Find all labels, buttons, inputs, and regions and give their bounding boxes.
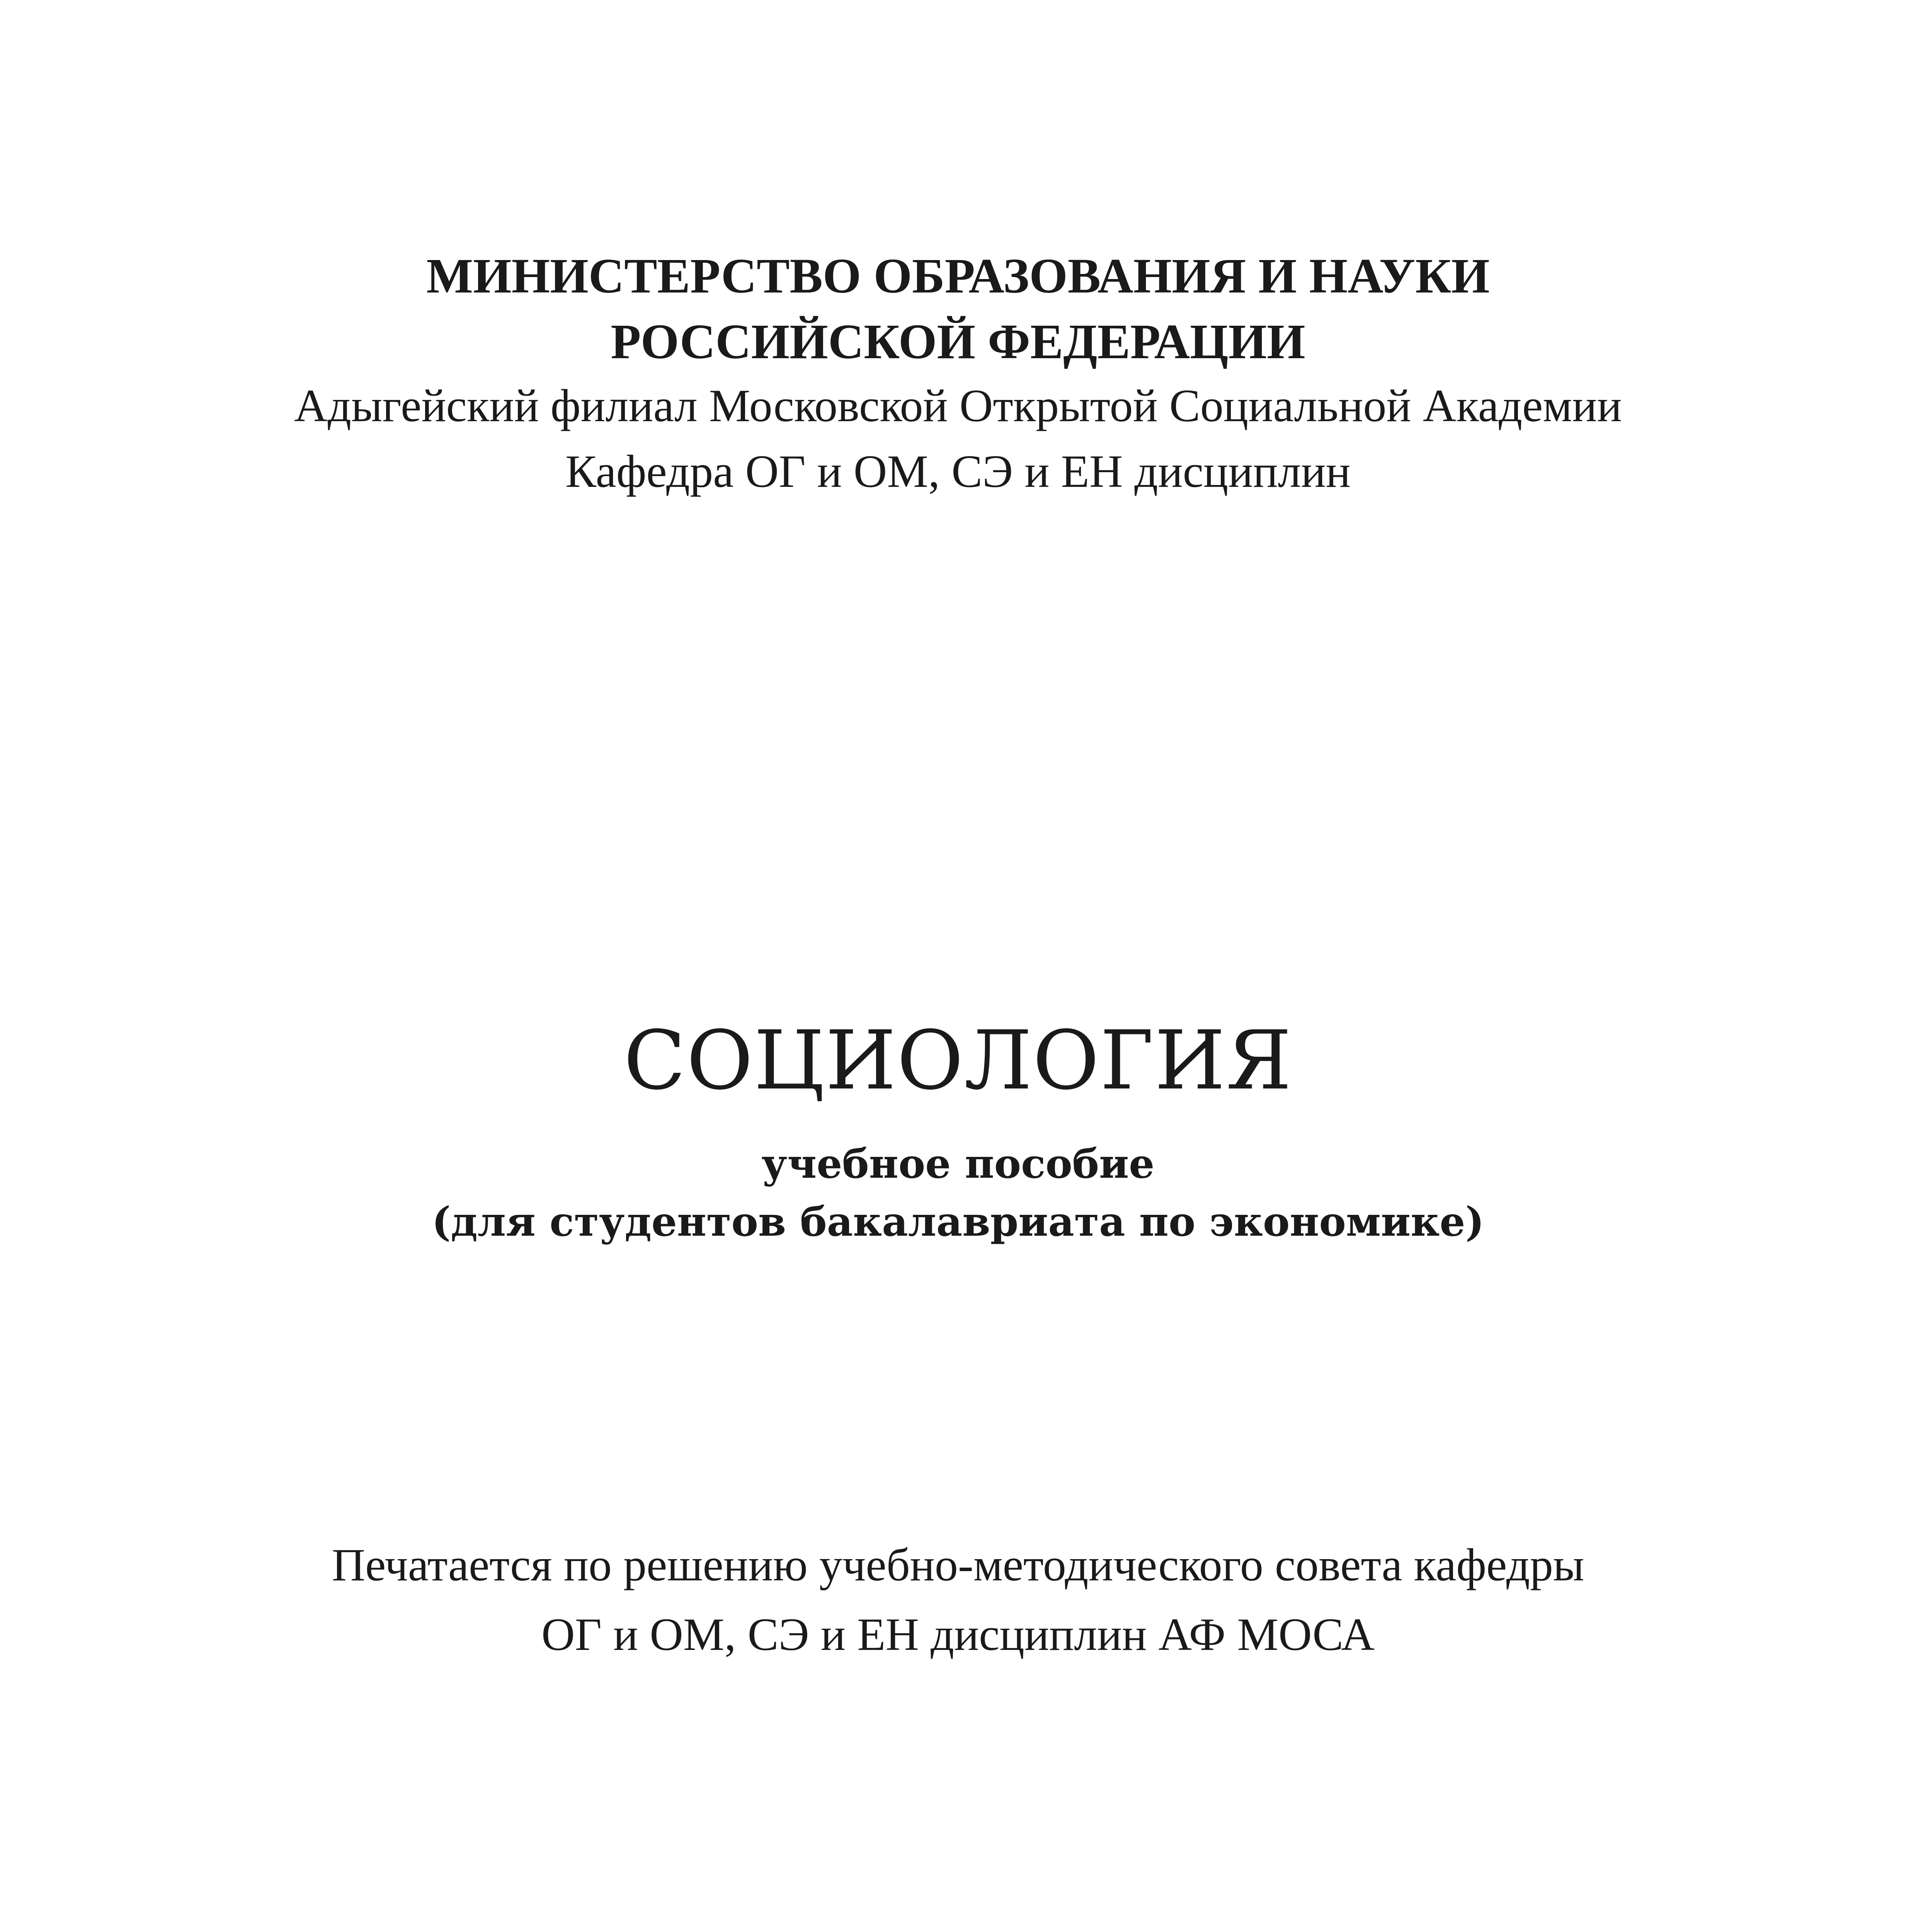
approval-note-line-1: Печатается по решению учебно-методического совета кафедры [332, 1539, 1584, 1590]
ministry-name-line-2: РОССИЙСКОЙ ФЕДЕРАЦИИ [611, 314, 1305, 369]
book-subtitle-line-2: (для студентов бакалавриата по экономике) [432, 1198, 1484, 1245]
approval-note-line-2: ОГ и ОМ, СЭ и ЕН дисциплин АФ МОСА [541, 1609, 1375, 1660]
department-name: Кафедра ОГ и ОМ, СЭ и ЕН дисциплин [565, 446, 1351, 497]
ministry-name-line-1: МИНИСТЕРСТВО ОБРАЗОВАНИЯ И НАУКИ [426, 248, 1490, 303]
institution-name: Адыгейский филиал Московской Открытой Социальной Академии [294, 380, 1622, 431]
book-title: СОЦИОЛОГИЯ [623, 1013, 1293, 1108]
book-subtitle-line-1: учебное пособие [761, 1140, 1155, 1187]
